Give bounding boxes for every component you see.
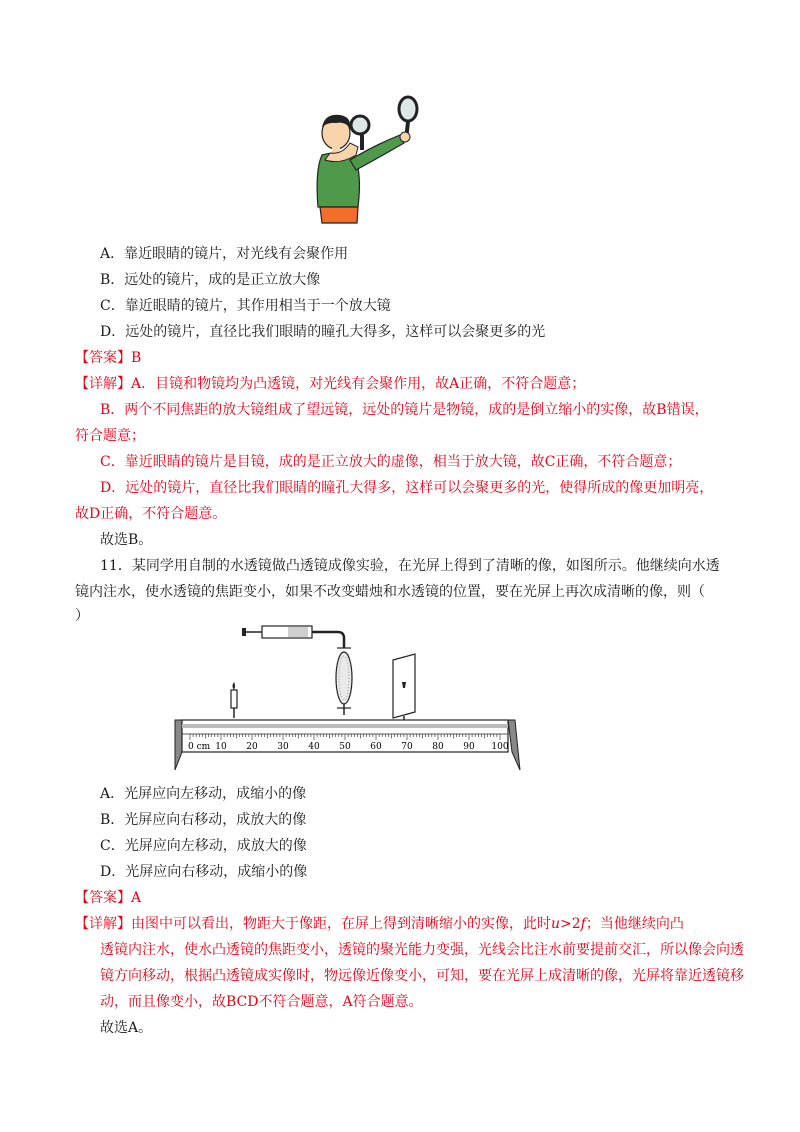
u-symbol: u — [551, 916, 561, 932]
ruler-label: 60 — [370, 742, 382, 752]
q10-option-d: D．远处的镜片，直径比我们眼睛的瞳孔大得多，这样可以会聚更多的光 — [100, 324, 546, 340]
optical-bench-diagram — [170, 620, 530, 775]
q11-option-a: A．光屏应向左移动，成缩小的像 — [100, 786, 307, 802]
q10-explain-1: 【详解】A．目镜和物镜均为凸透镜，对光线有会聚作用，故A正确，不符合题意； — [75, 376, 586, 392]
ruler-label: 30 — [277, 742, 289, 752]
q11-answer: 【答案】A — [75, 890, 142, 906]
q11-option-d: D．光屏应向右移动，成缩小的像 — [100, 864, 308, 880]
q11-explain-4: 动，而且像变小，故BCD不符合题意，A符合题意。 — [100, 994, 423, 1010]
q10-explain-2: B．两个不同焦距的放大镜组成了望远镜，远处的镜片是物镜，成的是倒立缩小的实像，故B错误， — [100, 402, 709, 418]
q10-option-c: C．靠近眼睛的镜片，其作用相当于一个放大镜 — [100, 298, 391, 314]
candle — [231, 682, 237, 718]
q10-explain-4: C．靠近眼睛的镜片是目镜，成的是正立放大的虚像，相当于放大镜，故C正确，不符合题意； — [100, 454, 682, 470]
q10-explain-3: 符合题意； — [75, 428, 145, 444]
syringe — [242, 626, 344, 648]
q10-explain-5: D．远处的镜片，直径比我们眼睛的瞳孔大得多，这样可以会聚更多的光，使得所成的像更加明亮， — [100, 480, 714, 496]
ruler-label: 10 — [215, 742, 227, 752]
q10-choose: 故选B。 — [100, 532, 153, 548]
q11-explain-2: 透镜内注水，使水凸透镜的焦距变小，透镜的聚光能力变强，光线会比注水前要提前交汇，所以像会向透 — [100, 942, 744, 958]
boy-telescope-illustration — [300, 95, 430, 230]
ruler-label: 80 — [432, 742, 444, 752]
water-lens — [336, 648, 352, 715]
q11-option-b: B．光屏应向右移动，成放大的像 — [100, 812, 307, 828]
q11-stem-3: ） — [75, 608, 89, 624]
q10-explain-6: 故D正确，不符合题意。 — [75, 506, 227, 522]
ruler-label: 100 — [491, 742, 509, 752]
ruler-label: 50 — [339, 742, 351, 752]
f-symbol: f — [580, 916, 586, 932]
light-screen — [393, 654, 415, 724]
q10-option-a: A．靠近眼睛的镜片，对光线有会聚作用 — [100, 246, 349, 262]
q11-explain-1 — [75, 914, 684, 934]
ruler-label: 40 — [308, 742, 320, 752]
q11-explain-1-tail: ；当他继续向凸 — [585, 916, 684, 932]
gt-2: >2 — [560, 916, 581, 932]
ruler-label: 90 — [463, 742, 475, 752]
q11-explain-1-text: 【详解】由图中可以看出，物距大于像距，在屏上得到清晰缩小的实像，此时 — [75, 916, 551, 932]
ruler-label: 70 — [401, 742, 413, 752]
q11-choose: 故选A。 — [100, 1020, 153, 1036]
q10-answer: 【答案】B — [75, 350, 142, 366]
q11-stem-2: 镜内注水，使水透镜的焦距变小，如果不改变蜡烛和水透镜的位置，要在光屏上再次成清晰的像，则（ — [75, 584, 705, 600]
ruler-label: 0 cm — [188, 742, 211, 752]
q11-option-c: C．光屏应向左移动，成放大的像 — [100, 838, 307, 854]
q10-option-b: B．远处的镜片，成的是正立放大像 — [100, 272, 321, 288]
q11-explain-3: 镜方向移动，根据凸透镜成实像时，物远像近像变小，可知，要在光屏上成清晰的像，光屏将靠近透镜移 — [100, 968, 744, 984]
q11-stem-1: 11．某同学用自制的水透镜做凸透镜成像实验，在光屏上得到了清晰的像，如图所示。他继续向水透 — [100, 558, 720, 574]
ruler-label: 20 — [246, 742, 258, 752]
